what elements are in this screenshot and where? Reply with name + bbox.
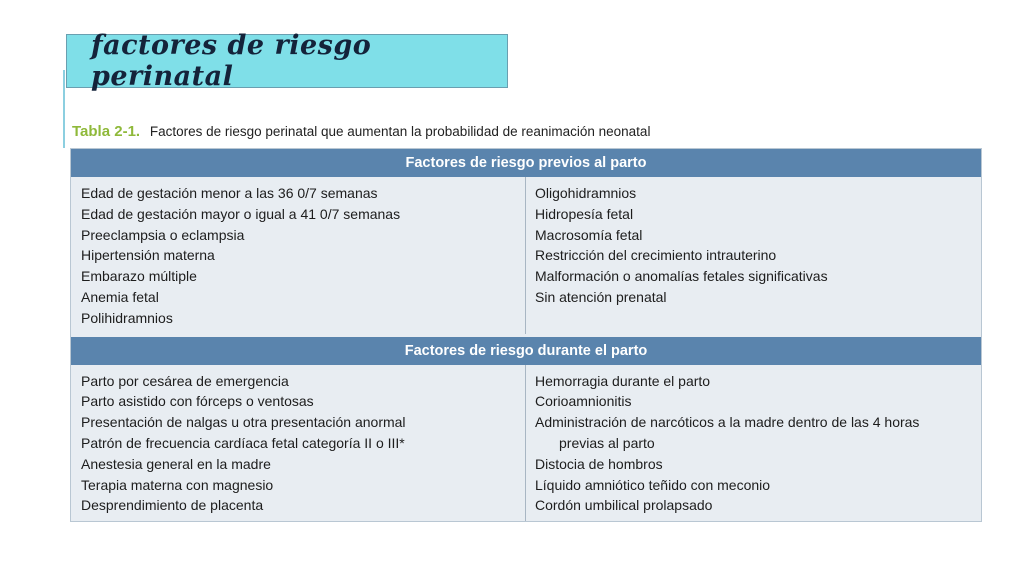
list-item: Líquido amniótico teñido con meconio	[535, 476, 771, 493]
section-header-antepartum: Factores de riesgo previos al parto	[71, 149, 981, 177]
list-item-continuation: previas al parto	[559, 434, 655, 451]
section-body-antepartum	[71, 177, 981, 334]
list-item: Desprendimiento de placenta	[81, 497, 264, 514]
list-item: Anemia fetal	[81, 288, 159, 305]
title-box	[66, 30, 508, 92]
list-item: Presentación de nalgas u otra presentación anormal	[81, 414, 406, 431]
risk-factors-table	[70, 148, 982, 522]
accent-line	[63, 70, 65, 148]
table-caption-label: Tabla 2-1.	[72, 123, 141, 140]
slide-title: factores de riesgo perinatal	[91, 30, 372, 92]
list-item: Sin atención prenatal	[535, 288, 667, 305]
list-item: Preeclampsia o eclampsia	[81, 226, 245, 243]
intrapartum-left-column	[71, 365, 526, 522]
list-item: Hidropesía fetal	[535, 205, 634, 222]
list-item: Edad de gestación menor a las 36 0/7 semanas	[81, 185, 378, 201]
list-item: Cordón umbilical prolapsado	[535, 497, 713, 514]
list-item: Anestesia general en la madre	[81, 455, 271, 472]
list-item: Terapia materna con magnesio	[81, 476, 274, 493]
list-item: Embarazo múltiple	[81, 268, 197, 285]
list-item: Administración de narcóticos a la madre dentro de las 4 horas	[535, 414, 920, 431]
list-item: Polihidramnios	[81, 309, 173, 326]
table-caption	[72, 123, 650, 140]
list-item: Parto asistido con fórceps o ventosas	[81, 393, 314, 410]
list-item: Malformación o anomalías fetales significativas	[535, 268, 828, 285]
antepartum-left-column	[71, 177, 526, 334]
list-item: Edad de gestación mayor o igual a 41 0/7 semanas	[81, 205, 401, 222]
list-item: Hemorragia durante el parto	[535, 372, 711, 389]
section-header-intrapartum: Factores de riesgo durante el parto	[71, 337, 981, 365]
list-item: Patrón de frecuencia cardíaca fetal categoría II o III*	[81, 434, 405, 451]
section-body-intrapartum	[71, 365, 981, 522]
list-item: Corioamnionitis	[535, 393, 632, 410]
list-item: Macrosomía fetal	[535, 226, 643, 243]
antepartum-right-column	[526, 177, 981, 334]
list-item: Distocia de hombros	[535, 455, 663, 472]
list-item: Parto por cesárea de emergencia	[81, 372, 289, 389]
list-item: Restricción del crecimiento intrauterino	[535, 247, 777, 264]
table-caption-text: Factores de riesgo perinatal que aumentan la probabilidad de reanimación neonatal	[149, 124, 651, 139]
intrapartum-right-column	[526, 365, 981, 522]
list-item: Oligohidramnios	[535, 185, 637, 201]
list-item: Hipertensión materna	[81, 247, 215, 264]
